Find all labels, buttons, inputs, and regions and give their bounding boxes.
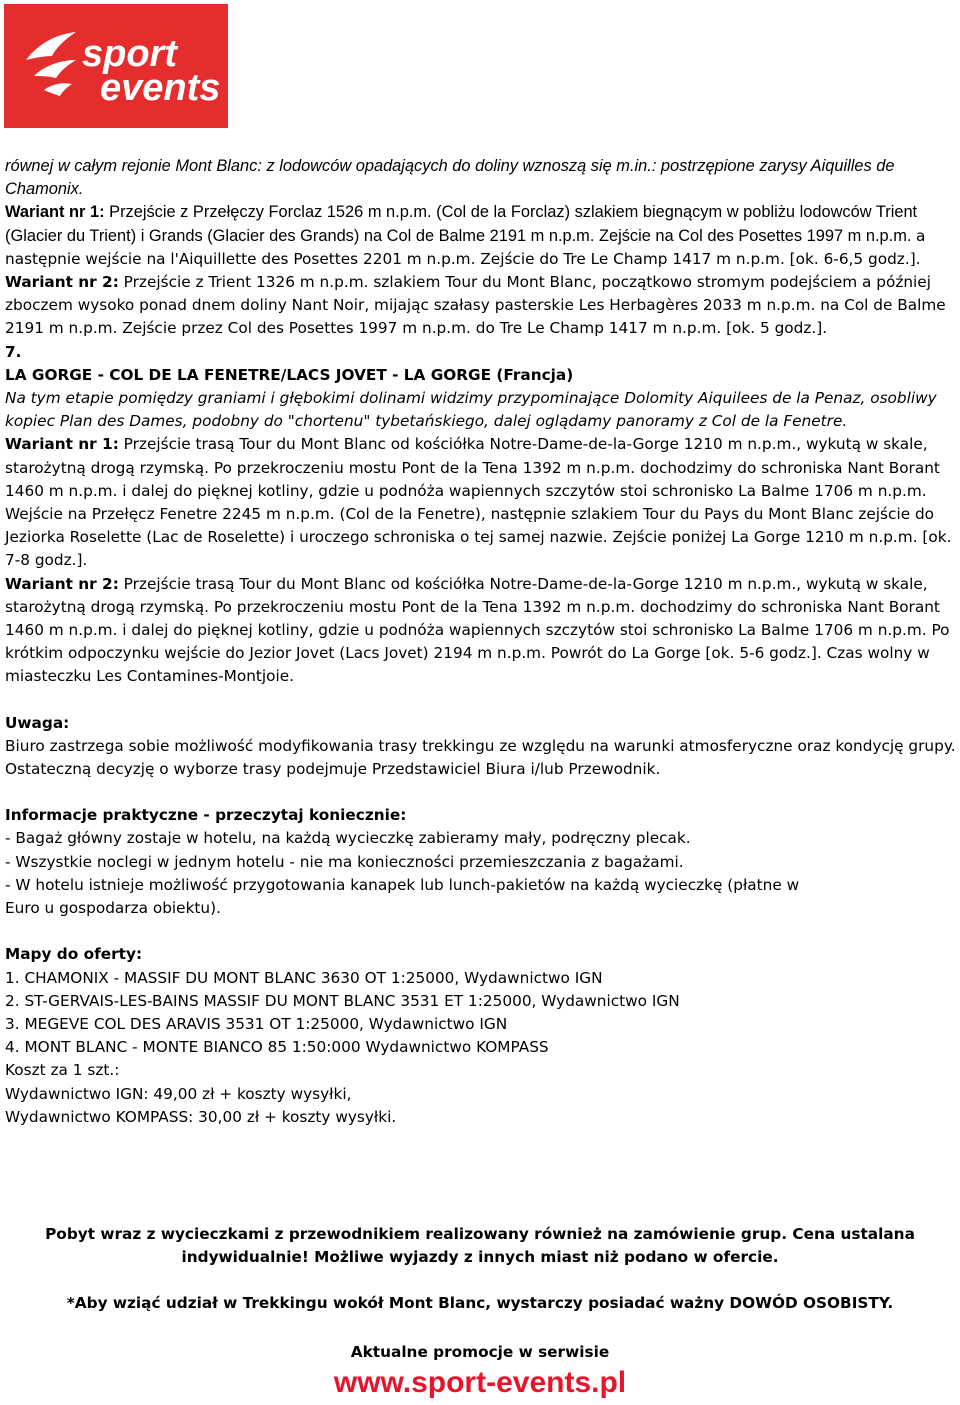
day-description: Na tym etapie pomiędzy graniami i głębokimi dolinami widzimy przypominające Dolomity Aiquilees de la Penaz, osobliwy kopiec Plan des Dames, podobny do "chortenu" tybetańskiego, dalej oglądamy panoramy z Col de la Fenetre.: [5, 389, 937, 431]
variant-text-b: a następnie wejście na l'Aiquillette des Posettes 2201 m n.p.m. Zejście do Tre Le Champ 1417 m n.p.m. [ok. 6-6,5 godz.].: [5, 226, 926, 268]
variant-text: Przejście z Trient 1326 m n.p.m. szlakiem Tour du Mont Blanc, początkowo stromym podejściem a później zboczem wysoko ponad dnem doliny Nant Noir, mijając szałasy pasterskie Les Herbagères 2033 m n.p.m. na Col de Balme 2191 m n.p.m. Zejście przez Col des Posettes 1997 m n.p.m. do Tre Le Champ 1417 m n.p.m. [ok. 5 godz.].: [5, 273, 946, 338]
variant-text: Przejście trasą Tour du Mont Blanc od kościółka Notre-Dame-de-la-Gorge 1210 m n.p.m., wykutą w skale, starożytną drogą rzymską. Po przekroczeniu mostu Pont de la Tena 1392 m n.p.m. dochodzimy do schroniska Nant Borant 1460 m n.p.m. i dalej do pięknej kotliny, gdzie u podnóża wapiennych szczytów stoi schronisko La Balme 1706 m n.p.m. Wejście na Przełęcz Fenetre 2245 m n.p.m. (Col de la Fenetre), następnie szlakiem Tour du Pays du Mont Blanc zejście do Jeziorka Roselette (Lac de Roselette) i uroczego schroniska o tej samej nazwie. Zejście poniżej La Gorge 1210 m n.p.m. [ok. 7-8 godz.].: [5, 435, 952, 570]
uwaga-text: Biuro zastrzega sobie możliwość modyfikowania trasy trekkingu ze względu na warunki atmosferyczne oraz kondycję grupy. Ostateczną decyzję o wyborze trasy podejmuje Przedstawiciel Biura i/lub Przewodnik.: [5, 736, 956, 779]
variant-label: Wariant nr 2:: [5, 574, 119, 593]
cost-kompass: Wydawnictwo KOMPASS: 30,00 zł + koszty wysyłki.: [5, 1107, 397, 1126]
map-item: 1. CHAMONIX - MASSIF DU MONT BLANC 3630 OT 1:25000, Wydawnictwo IGN: [5, 968, 603, 987]
logo-text-sport: sport: [82, 33, 177, 75]
cost-ign: Wydawnictwo IGN: 49,00 zł + koszty wysyłki,: [5, 1084, 352, 1103]
info-item: - W hotelu istnieje możliwość przygotowania kanapek lub lunch-pakietów na każdą wycieczkę (płatne w Euro u gospodarza obiektu).: [5, 875, 800, 918]
variant-label: Wariant nr 1:: [5, 203, 105, 222]
promo-text: Aktualne promocje w serwisie: [350, 1343, 610, 1361]
info-item: - Bagaż główny zostaje w hotelu, na każdą wycieczkę zabieramy mały, podręczny plecak.: [5, 829, 691, 848]
main-content: [5, 155, 957, 1129]
info-heading: Informacje praktyczne - przeczytaj koniecznie:: [5, 806, 407, 825]
logo-text-events: events: [100, 67, 221, 109]
day-variant-2: [5, 573, 957, 689]
info-item: - Wszystkie noclegi w jednym hotelu - nie ma konieczności przemieszczania z bagażami.: [5, 852, 684, 871]
day-number: 7.: [5, 342, 22, 361]
intro-variant-2: [5, 271, 957, 341]
uwaga-heading: Uwaga:: [5, 713, 70, 732]
spacer: [5, 781, 957, 804]
intro-paragraph: równej w całym rejonie Mont Blanc: z lodowców opadających do doliny wznoszą się m.in.: postrzępione zarysy Aiquilles de Chamonix.: [5, 157, 895, 199]
day-variant-1: [5, 433, 957, 572]
variant-label: Wariant nr 1:: [5, 435, 119, 454]
intro-variant-1: [5, 201, 957, 271]
day-title: LA GORGE - COL DE LA FENETRE/LACS JOVET - LA GORGE (Francja): [5, 365, 574, 384]
maps-heading: Mapy do oferty:: [5, 945, 143, 964]
sport-events-logo: [4, 4, 228, 128]
cost-label: Koszt za 1 szt.:: [5, 1061, 120, 1080]
variant-label: Wariant nr 2:: [5, 273, 119, 292]
map-item: 3. MEGEVE COL DES ARAVIS 3531 OT 1:25000, Wydawnictwo IGN: [5, 1014, 508, 1033]
map-item: 2. ST-GERVAIS-LES-BAINS MASSIF DU MONT BLANC 3531 ET 1:25000, Wydawnictwo IGN: [5, 991, 680, 1010]
spacer: [5, 689, 957, 712]
variant-text: Przejście trasą Tour du Mont Blanc od kościółka Notre-Dame-de-la-Gorge 1210 m n.p.m., wykutą w skale, starożytną drogą rzymską. Po przekroczeniu mostu Pont de la Tena 1392 m n.p.m. dochodzimy do schroniska Nant Borant 1460 m n.p.m. i dalej do pięknej kotliny, gdzie u podnóża wapiennych szczytów stoi schronisko La Balme 1706 m n.p.m. Po krótkim odpoczynku wejście do Jezior Jovet (Lacs Jovet) 2194 m n.p.m. Powrót do La Gorge [ok. 5-6 godz.]. Czas wolny w miasteczku Les Contamines-Montjoie.: [5, 574, 950, 686]
id-note: *Aby wziąć udział w Trekkingu wokół Mont Blanc, wystarczy posiadać ważny DOWÓD OSOBISTY.: [66, 1294, 894, 1312]
group-note: Pobyt wraz z wycieczkami z przewodnikiem realizowany również na zamówienie grup. Cena ustalana indywidualnie! Możliwe wyjazdy z innych miast niż podano w ofercie.: [45, 1225, 915, 1267]
map-item: 4. MONT BLANC - MONTE BIANCO 85 1:50:000 Wydawnictwo KOMPASS: [5, 1038, 549, 1057]
spacer: [5, 920, 957, 943]
variant-text-a: Przejście z Przełęczy Forclaz 1526 m n.p.m. (Col de la Forclaz) szlakiem biegnącym w pobliżu lodowców Trient (Glacier du Trient) i Grands (Glacier des Grands) na Col de Balme 2191 m n.p.m. Zejście na Col des Posettes 1997 m n.p.m.: [5, 203, 918, 245]
website-link[interactable]: www.sport-events.pl: [333, 1366, 627, 1399]
